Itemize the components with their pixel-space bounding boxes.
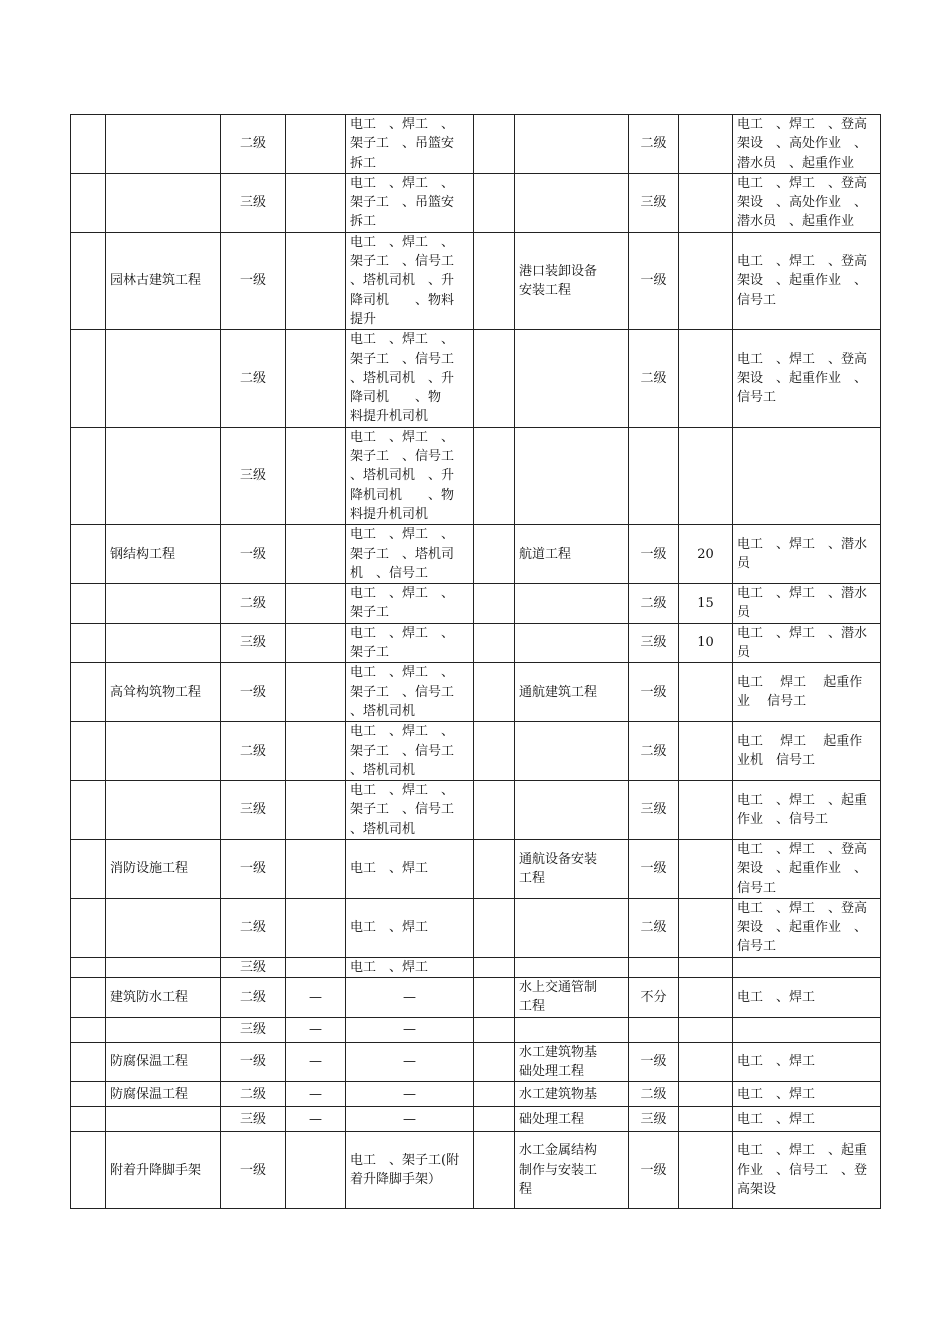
col-blank-1 [71,898,106,957]
col-blank-2 [474,839,515,898]
grade: 三级 [221,623,286,663]
table-row [71,173,881,232]
project-name: 园林古建筑工程 [106,232,221,329]
grade: 三级 [221,957,286,977]
col-blank-1 [71,115,106,174]
col-blank-2 [474,722,515,781]
project-name-2: 水工建筑物基 础处理工程 [515,1042,629,1082]
required-workers: 电工 、焊工 、 架子工 、吊篮安 拆工 [346,115,474,174]
grade: 一级 [221,232,286,329]
col-blank-2 [474,330,515,427]
required-workers: 电工 、焊工 、 架子工 、信号工 、塔机司机 、升 降司机 、物 料提升机司机 [346,330,474,427]
required-workers: 电工 、焊工 、 架子工 、信号工 、塔机司机 、升 降司机 、物料 提升 [346,232,474,329]
count-2 [679,173,733,232]
table-row [71,232,881,329]
grade: 二级 [221,978,286,1018]
col-blank-1 [71,1107,106,1132]
table-row [71,427,881,524]
col-blank-2 [474,1107,515,1132]
grade-2: 二级 [629,722,679,781]
col-blank-2 [474,584,515,624]
grade-2: 一级 [629,1042,679,1082]
table-row [71,330,881,427]
count: — [286,1042,346,1082]
required-workers: 电工 、焊工 、 架子工 [346,584,474,624]
table-row [71,1132,881,1209]
project-name-2 [515,722,629,781]
grade-2: 三级 [629,1107,679,1132]
table-row [71,525,881,584]
col-blank-1 [71,427,106,524]
col-blank-2 [474,1042,515,1082]
project-name-2 [515,173,629,232]
count-2 [679,232,733,329]
required-workers: 电工 、架子工(附 着升降脚手架） [346,1132,474,1209]
project-name: 防腐保温工程 [106,1042,221,1082]
grade: 一级 [221,1132,286,1209]
required-workers-2: 电工 、焊工 、登高 架设 、高处作业 、 潜水员 、起重作业 [733,173,881,232]
project-name: 钢结构工程 [106,525,221,584]
required-workers-2: 电工 、焊工 [733,978,881,1018]
required-workers: 电工 、焊工 、 架子工 [346,623,474,663]
project-name [106,115,221,174]
col-blank-2 [474,781,515,840]
table-row [71,663,881,722]
grade: 一级 [221,1042,286,1082]
col-blank-1 [71,232,106,329]
grade-2: 三级 [629,781,679,840]
required-workers: 电工 、焊工 [346,839,474,898]
table-row [71,584,881,624]
grade: 一级 [221,839,286,898]
table-row [71,957,881,977]
project-name [106,623,221,663]
grade-2: 二级 [629,898,679,957]
col-blank-2 [474,1082,515,1107]
project-name: 防腐保温工程 [106,1082,221,1107]
grade: 三级 [221,173,286,232]
col-blank-1 [71,1042,106,1082]
required-workers-2: 电工 、焊工 [733,1042,881,1082]
col-blank-1 [71,525,106,584]
table-row [71,115,881,174]
col-blank-1 [71,663,106,722]
col-blank-2 [474,232,515,329]
table-row [71,781,881,840]
count-2 [679,978,733,1018]
col-blank-2 [474,623,515,663]
required-workers: — [346,1107,474,1132]
table-row [71,978,881,1018]
project-name-2 [515,584,629,624]
col-blank-1 [71,781,106,840]
required-workers-2: 电工 焊工 起重作 业 信号工 [733,663,881,722]
col-blank-2 [474,173,515,232]
project-name: 高耸构筑物工程 [106,663,221,722]
project-name-2: 础处理工程 [515,1107,629,1132]
project-name-2 [515,623,629,663]
project-name [106,722,221,781]
project-name-2 [515,781,629,840]
project-name-2: 水工建筑物基 [515,1082,629,1107]
table-row [71,898,881,957]
grade-2: 二级 [629,1082,679,1107]
required-workers-2: 电工 、焊工 、登高 架设 、起重作业 、 信号工 [733,898,881,957]
project-name-2 [515,330,629,427]
project-name [106,1017,221,1042]
col-blank-1 [71,839,106,898]
count [286,427,346,524]
count: — [286,1082,346,1107]
required-workers-2: 电工 、焊工 、潜水 员 [733,525,881,584]
count-2 [679,330,733,427]
grade: 三级 [221,1017,286,1042]
count [286,957,346,977]
project-name: 建筑防水工程 [106,978,221,1018]
project-name-2: 通航设备安装 工程 [515,839,629,898]
required-workers-2: 电工 焊工 起重作 业机 信号工 [733,722,881,781]
col-blank-1 [71,330,106,427]
table-row [71,722,881,781]
required-workers: 电工 、焊工 、 架子工 、信号工 、塔机司机 [346,663,474,722]
count [286,525,346,584]
col-blank-2 [474,1017,515,1042]
col-blank-1 [71,1017,106,1042]
count-2: 10 [679,623,733,663]
grade: 二级 [221,584,286,624]
count-2 [679,957,733,977]
col-blank-1 [71,623,106,663]
count [286,1132,346,1209]
col-blank-1 [71,1082,106,1107]
grade: 二级 [221,115,286,174]
count [286,115,346,174]
grade: 二级 [221,898,286,957]
required-workers-2: 电工 、焊工 、起重 作业 、信号工 、登 高架设 [733,1132,881,1209]
project-name-2: 航道工程 [515,525,629,584]
grade: 二级 [221,330,286,427]
required-workers-2 [733,957,881,977]
table-row [71,623,881,663]
col-blank-2 [474,427,515,524]
grade-2: 二级 [629,584,679,624]
grade-2: 二级 [629,330,679,427]
required-workers: — [346,978,474,1018]
count: — [286,1107,346,1132]
grade-2: 三级 [629,623,679,663]
project-name [106,330,221,427]
grade-2: 一级 [629,839,679,898]
count-2: 20 [679,525,733,584]
count-2 [679,1017,733,1042]
grade: 三级 [221,1107,286,1132]
project-name [106,957,221,977]
project-name-2: 水工金属结构 制作与安装工 程 [515,1132,629,1209]
count-2 [679,1082,733,1107]
col-blank-2 [474,898,515,957]
count [286,839,346,898]
project-name: 附着升降脚手架 [106,1132,221,1209]
grade-2: 一级 [629,663,679,722]
grade-2: 二级 [629,115,679,174]
required-workers-2: 电工 、焊工 、起重 作业 、信号工 [733,781,881,840]
count-2 [679,781,733,840]
required-workers: 电工 、焊工 [346,957,474,977]
count: — [286,1017,346,1042]
required-workers: — [346,1082,474,1107]
grade: 一级 [221,525,286,584]
count: — [286,978,346,1018]
count-2 [679,1107,733,1132]
required-workers: 电工 、焊工 、 架子工 、信号工 、塔机司机 、升 降机司机 、物 料提升机司机 [346,427,474,524]
required-workers: 电工 、焊工 、 架子工 、信号工 、塔机司机 [346,722,474,781]
required-workers-2: 电工 、焊工 、登高 架设 、起重作业 、 信号工 [733,839,881,898]
count-2 [679,839,733,898]
required-workers: — [346,1017,474,1042]
required-workers-2: 电工 、焊工 、登高 架设 、起重作业 、 信号工 [733,232,881,329]
grade-2 [629,957,679,977]
count-2 [679,1132,733,1209]
count [286,623,346,663]
count-2 [679,1042,733,1082]
count-2 [679,115,733,174]
count-2 [679,427,733,524]
grade: 二级 [221,722,286,781]
grade-2 [629,427,679,524]
required-workers: — [346,1042,474,1082]
table-row [71,1017,881,1042]
project-name [106,1107,221,1132]
count [286,584,346,624]
col-blank-2 [474,957,515,977]
grade-2: 三级 [629,173,679,232]
grade: 一级 [221,663,286,722]
project-name [106,898,221,957]
grade: 三级 [221,427,286,524]
count [286,781,346,840]
table-row [71,1082,881,1107]
col-blank-1 [71,722,106,781]
project-name-2 [515,898,629,957]
required-workers-2: 电工 、焊工 、登高 架设 、高处作业 、 潜水员 、起重作业 [733,115,881,174]
required-workers: 电工 、焊工 、 架子工 、吊篮安 拆工 [346,173,474,232]
table-row [71,1107,881,1132]
required-workers-2: 电工 、焊工 [733,1082,881,1107]
grade: 三级 [221,781,286,840]
project-name-2: 水上交通管制 工程 [515,978,629,1018]
count [286,330,346,427]
required-workers-2: 电工 、焊工 、潜水 员 [733,623,881,663]
required-workers-2 [733,1017,881,1042]
count [286,173,346,232]
table-row [71,839,881,898]
col-blank-1 [71,173,106,232]
project-name-2: 通航建筑工程 [515,663,629,722]
project-name: 消防设施工程 [106,839,221,898]
project-name-2: 港口装卸设备 安装工程 [515,232,629,329]
col-blank-2 [474,978,515,1018]
col-blank-1 [71,1132,106,1209]
required-workers-2: 电工 、焊工 [733,1107,881,1132]
count-2 [679,722,733,781]
required-workers-2: 电工 、焊工 、潜水 员 [733,584,881,624]
project-name [106,781,221,840]
col-blank-2 [474,525,515,584]
count-2: 15 [679,584,733,624]
required-workers-2: 电工 、焊工 、登高 架设 、起重作业 、 信号工 [733,330,881,427]
qualification-table [70,114,881,1209]
count [286,663,346,722]
count-2 [679,898,733,957]
grade-2: 一级 [629,1132,679,1209]
count [286,232,346,329]
required-workers-2 [733,427,881,524]
col-blank-2 [474,115,515,174]
table-row [71,1042,881,1082]
project-name-2 [515,427,629,524]
col-blank-1 [71,584,106,624]
project-name [106,173,221,232]
col-blank-2 [474,1132,515,1209]
project-name-2 [515,1017,629,1042]
grade-2: 一级 [629,232,679,329]
count [286,722,346,781]
required-workers: 电工 、焊工 [346,898,474,957]
required-workers: 电工 、焊工 、 架子工 、信号工 、塔机司机 [346,781,474,840]
col-blank-1 [71,978,106,1018]
grade-2: 不分 [629,978,679,1018]
col-blank-2 [474,663,515,722]
project-name-2 [515,957,629,977]
grade-2 [629,1017,679,1042]
count [286,898,346,957]
project-name [106,584,221,624]
grade-2: 一级 [629,525,679,584]
project-name-2 [515,115,629,174]
count-2 [679,663,733,722]
col-blank-1 [71,957,106,977]
project-name [106,427,221,524]
grade: 二级 [221,1082,286,1107]
required-workers: 电工 、焊工 、 架子工 、塔机司 机 、信号工 [346,525,474,584]
